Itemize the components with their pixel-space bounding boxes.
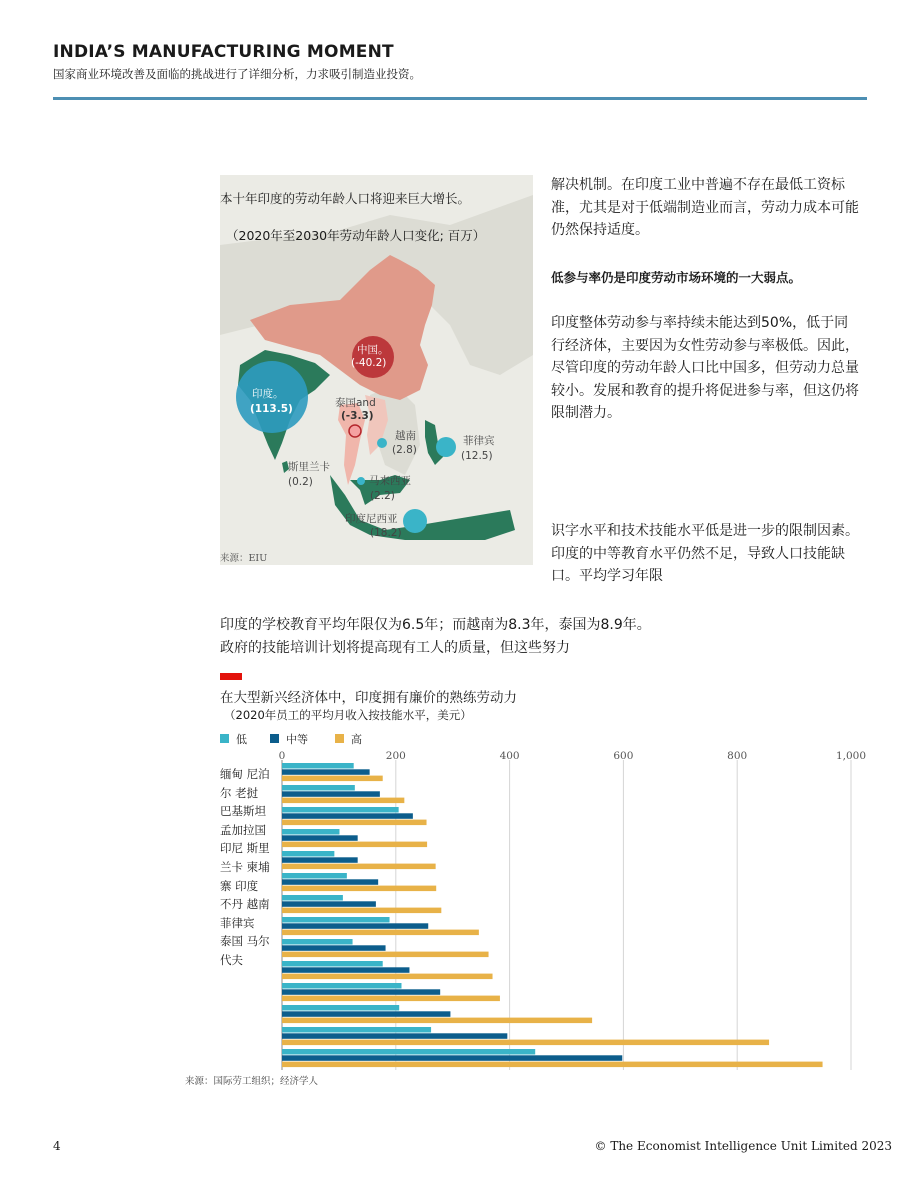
bar-high	[282, 1040, 769, 1046]
bar-high	[282, 798, 404, 804]
bar-low	[282, 807, 399, 813]
map-value-malaysia: (2.2)	[370, 490, 395, 502]
map-label-philippines: 菲律宾	[463, 435, 495, 447]
map-value-thailand: (-3.3)	[341, 410, 374, 422]
map-label-malaysia: 马来西亚	[369, 475, 411, 487]
bar-low	[282, 917, 390, 923]
bar-mid	[282, 1033, 507, 1039]
x-tick-label: 400	[499, 750, 520, 762]
bar-high	[282, 864, 436, 870]
map-label-china: 中国。	[357, 344, 389, 356]
category-label: 尔 老挝	[220, 785, 259, 800]
bar-low	[282, 851, 334, 857]
bar-mid	[282, 769, 370, 775]
bar-mid	[282, 857, 358, 863]
category-label: 缅甸 尼泊	[220, 767, 270, 781]
bar-low	[282, 1005, 399, 1011]
map-title: 本十年印度的劳动年龄人口将迎来巨大增长。	[220, 191, 471, 206]
bar-high	[282, 776, 383, 782]
bar-high	[282, 952, 489, 958]
map-label-vietnam: 越南	[395, 430, 416, 442]
map-value-vietnam: (2.8)	[392, 444, 417, 456]
bar-high	[282, 1018, 592, 1024]
category-label: 孟加拉国	[220, 822, 266, 837]
bar-mid	[282, 791, 380, 797]
chart-source: 来源：国际劳工组织；经济学人	[185, 1076, 319, 1087]
map-label-sri-lanka: 斯里兰卡	[288, 461, 330, 473]
bar-low	[282, 829, 339, 835]
malaysia-bubble	[357, 477, 365, 485]
right-heading: 低参与率仍是印度劳动市场环境的一大弱点。	[551, 270, 802, 285]
map-value-china: (-40.2)	[351, 357, 387, 369]
bar-high	[282, 974, 493, 980]
category-label: 巴基斯坦	[220, 804, 266, 819]
report-title: INDIA’S MANUFACTURING MOMENT	[53, 42, 394, 62]
indonesia-bubble	[403, 509, 427, 533]
body-line-1: 印度的学校教育平均年限仅为6.5年；而越南为8.3年，泰国为8.9年。	[220, 617, 651, 633]
bar-high	[282, 1062, 823, 1068]
bar-high	[282, 820, 427, 826]
bar-mid	[282, 945, 386, 951]
report-subtitle: 国家商业环境改善及面临的挑战进行了详细分析，力求吸引制造业投资。	[53, 67, 421, 81]
body-line-2: 政府的技能培训计划将提高现有工人的质量，但这些努力	[220, 640, 570, 656]
bar-high	[282, 908, 441, 914]
bar-low	[282, 873, 347, 879]
category-label: 寨 印度	[220, 878, 259, 893]
bar-mid	[282, 923, 428, 929]
category-label: 泰国 马尔	[220, 934, 270, 949]
bar-low	[282, 961, 383, 967]
bar-mid	[282, 813, 413, 819]
x-tick-label: 200	[385, 750, 406, 762]
right-paragraph-1: 解决机制。在印度工业中普遍不存在最低工资标准，尤其是对于低端制造业而言，劳动力成本可能仍然保持适度。	[551, 177, 859, 238]
bar-low	[282, 1027, 431, 1033]
copyright: © The Economist Intelligence Unit Limited 2023	[594, 1139, 892, 1153]
header-rule	[53, 97, 867, 100]
map-value-india: (113.5)	[250, 403, 293, 415]
map-label-indonesia: 印度尼西亚	[345, 513, 398, 525]
bar-low	[282, 763, 354, 769]
legend-label-low: 低	[236, 733, 247, 746]
category-label: 印尼 斯里	[220, 841, 270, 856]
bar-mid	[282, 989, 440, 995]
bar-low	[282, 895, 343, 901]
bar-high	[282, 842, 427, 848]
map-label-india: 印度。	[252, 388, 284, 400]
map-source: 来源：EIU	[220, 553, 268, 564]
chart-legend	[220, 732, 362, 746]
category-label: 兰卡 柬埔	[220, 860, 270, 874]
page-number: 4	[53, 1139, 61, 1153]
map-value-sri-lanka: (0.2)	[288, 476, 313, 488]
x-tick-label: 0	[278, 750, 286, 762]
bar-high	[282, 886, 436, 892]
bar-mid	[282, 901, 376, 907]
map-value-indonesia: (18.2)	[370, 527, 402, 539]
map-label-thailand: 泰国and	[335, 397, 376, 409]
category-label: 代夫	[220, 953, 243, 967]
chart-subtitle: （2020年员工的平均月收入按技能水平，美元）	[224, 708, 472, 722]
legend-label-high: 高	[351, 733, 362, 746]
x-tick-label: 800	[727, 750, 748, 762]
category-label: 不丹 越南	[220, 897, 270, 912]
bar-mid	[282, 1011, 450, 1017]
thailand-bubble	[349, 425, 361, 437]
bar-mid	[282, 835, 358, 841]
legend-swatch-low	[220, 734, 229, 743]
right-paragraph-3: 识字水平和技术技能水平低是进一步的限制因素。印度的中等教育水平仍然不足，导致人口技能缺口。平均学习年限	[551, 523, 859, 584]
bar-high	[282, 996, 500, 1002]
bar-low	[282, 1049, 535, 1055]
map-subtitle: （2020年至2030年劳动年龄人口变化; 百万）	[226, 228, 486, 243]
category-label: 菲律宾	[220, 915, 255, 930]
map-value-philippines: (12.5)	[461, 450, 493, 462]
bar-mid	[282, 879, 378, 885]
bar-high	[282, 930, 479, 936]
philippines-bubble	[436, 437, 456, 457]
x-tick-label: 600	[613, 750, 634, 762]
vietnam-bubble	[377, 438, 387, 448]
bar-mid	[282, 1055, 622, 1061]
legend-swatch-high	[335, 734, 344, 743]
bar-low	[282, 939, 353, 945]
bar-low	[282, 785, 355, 791]
right-paragraph-2: 印度整体劳动参与率持续未能达到50%，低于同行经济体，主要因为女性劳动参与率极低。因此，尽管印度的劳动年龄人口比中国多，但劳动力总量较小。发展和教育的提升将促进参与率，但这仍将限制潜力。	[551, 315, 859, 421]
x-tick-label: 1,000	[835, 750, 867, 762]
bar-mid	[282, 967, 409, 973]
wage-bar-chart	[215, 730, 875, 1070]
bar-low	[282, 983, 401, 989]
chart-red-marker	[220, 673, 242, 680]
legend-label-mid: 中等	[286, 733, 308, 746]
legend-swatch-mid	[270, 734, 279, 743]
chart-title: 在大型新兴经济体中，印度拥有廉价的熟练劳动力	[220, 690, 517, 706]
chart-bars	[282, 763, 823, 1067]
